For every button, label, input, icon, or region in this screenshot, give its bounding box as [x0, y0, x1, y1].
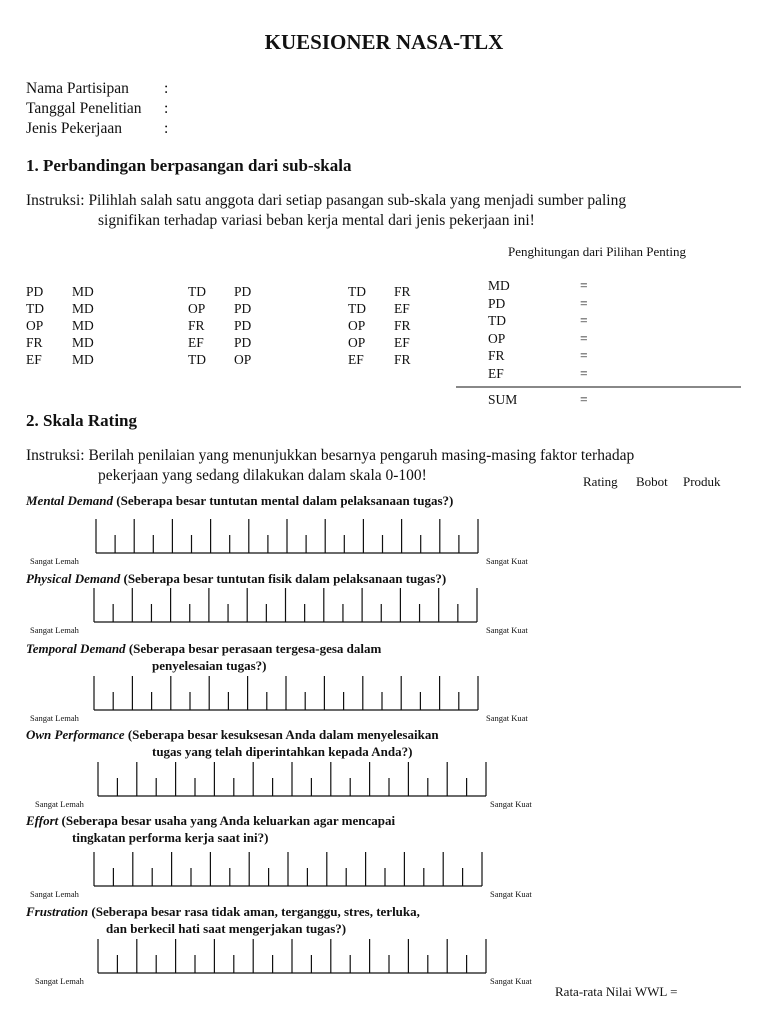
field-colon: :: [164, 80, 169, 97]
tally-title: Penghitungan dari Pilihan Penting: [508, 244, 687, 259]
scale-name: Mental Demand: [26, 493, 114, 508]
instruction-line1: Berilah penilaian yang menunjukkan besarnya pengaruh masing-masing faktor terhadap: [88, 447, 635, 464]
scale-question-line2: tingkatan performa kerja saat ini?): [72, 830, 269, 845]
instruction-line2: pekerjaan yang sedang dilakukan dalam skala 0-100!: [98, 467, 427, 484]
pair-option-b[interactable]: FR: [394, 352, 411, 367]
instruction-line1: Pilihlah salah satu anggota dari setiap pasangan sub-skala yang menjadi sumber paling: [88, 192, 627, 209]
tally-label: PD: [488, 295, 506, 311]
tally-label: MD: [488, 278, 510, 293]
pair-option-a[interactable]: OP: [188, 301, 206, 316]
scale-name: Effort: [26, 813, 59, 828]
scale-low-label: Sangat Lemah: [30, 625, 79, 635]
scale-low-label: Sangat Lemah: [35, 799, 84, 809]
pair-option-a[interactable]: TD: [188, 284, 206, 299]
pair-option-a[interactable]: OP: [26, 318, 44, 333]
instruction-line2: signifikan terhadap variasi beban kerja mental dari jenis pekerjaan ini!: [98, 212, 535, 229]
pair-option-a[interactable]: TD: [348, 284, 366, 299]
scale-high-label: Sangat Kuat: [486, 713, 528, 723]
tally-label: EF: [488, 366, 504, 381]
scale-name: Temporal Demand: [26, 641, 126, 656]
pair-option-b[interactable]: FR: [394, 284, 411, 299]
tally-label: FR: [488, 348, 505, 364]
instruction-lead: Instruksi:: [26, 447, 85, 464]
pair-option-a[interactable]: FR: [26, 335, 43, 350]
column-bobot: Bobot: [636, 474, 668, 489]
column-produk: Produk: [683, 474, 721, 489]
pair-option-a[interactable]: EF: [26, 352, 42, 367]
pair-option-b[interactable]: PD: [234, 318, 252, 333]
scale-high-label: Sangat Kuat: [490, 889, 532, 899]
wwl-average-label: Rata-rata Nilai WWL =: [555, 984, 678, 999]
instruction-lead: Instruksi:: [26, 192, 85, 209]
tally-eq[interactable]: =: [580, 366, 588, 381]
pair-option-b[interactable]: MD: [72, 335, 94, 350]
pair-option-a[interactable]: OP: [348, 318, 366, 333]
sum-eq: =: [580, 392, 588, 407]
pair-option-a[interactable]: TD: [348, 301, 366, 316]
scale-question-line2: tugas yang telah diperintahkan kepada Anda?): [152, 744, 413, 759]
scale-low-label: Sangat Lemah: [35, 976, 84, 986]
pair-option-a[interactable]: TD: [188, 352, 206, 367]
scale-name: Physical Demand: [26, 571, 121, 586]
pair-option-b[interactable]: PD: [234, 301, 252, 316]
tally-label: TD: [488, 313, 506, 329]
pair-option-a[interactable]: EF: [188, 335, 204, 350]
pair-option-a[interactable]: PD: [26, 284, 44, 299]
sum-label: SUM: [488, 392, 518, 407]
scale-high-label: Sangat Kuat: [490, 976, 532, 986]
pair-option-b[interactable]: PD: [234, 284, 252, 299]
scale-question-line1: (Seberapa besar perasaan tergesa-gesa dalam: [128, 641, 382, 656]
scale-question-line1: (Seberapa besar usaha yang Anda keluarkan agar mencapai: [61, 813, 396, 828]
pair-option-b[interactable]: MD: [72, 352, 94, 367]
tally-eq[interactable]: =: [580, 278, 588, 293]
section1-heading: 1. Perbandingan berpasangan dari sub-skala: [26, 156, 352, 175]
scale-low-label: Sangat Lemah: [30, 889, 79, 899]
scale-low-label: Sangat Lemah: [30, 713, 79, 723]
tally-eq[interactable]: =: [580, 330, 588, 346]
section2-heading: 2. Skala Rating: [26, 411, 137, 430]
tally-eq[interactable]: =: [580, 313, 588, 329]
scale-name: Frustration: [26, 904, 89, 919]
pair-option-b[interactable]: PD: [234, 335, 252, 350]
column-rating: Rating: [583, 474, 618, 489]
field-colon: :: [164, 100, 169, 117]
pair-option-a[interactable]: FR: [188, 318, 205, 333]
scale-question-line1: (Seberapa besar rasa tidak aman, terganggu, stres, terluka,: [91, 904, 420, 919]
scale-question-line1: (Seberapa besar tuntutan mental dalam pelaksanaan tugas?): [116, 493, 454, 508]
scale-question-line2: dan berkecil hati saat mengerjakan tugas?): [106, 921, 347, 936]
field-colon: :: [164, 120, 169, 137]
pair-option-b[interactable]: OP: [234, 352, 252, 367]
page-title: KUESIONER NASA-TLX: [264, 30, 504, 54]
tally-eq[interactable]: =: [580, 348, 588, 364]
scale-name: Own Performance: [26, 727, 125, 742]
pair-option-b[interactable]: EF: [394, 301, 410, 316]
pair-option-b[interactable]: FR: [394, 318, 411, 333]
scale-low-label: Sangat Lemah: [30, 556, 79, 566]
pair-option-b[interactable]: MD: [72, 284, 94, 299]
pair-option-a[interactable]: OP: [348, 335, 366, 350]
pair-option-a[interactable]: TD: [26, 301, 44, 316]
field-label: Nama Partisipan: [26, 80, 129, 97]
scale-question-line1: (Seberapa besar kesuksesan Anda dalam menyelesaikan: [127, 727, 439, 742]
scale-high-label: Sangat Kuat: [486, 556, 528, 566]
pair-option-b[interactable]: EF: [394, 335, 410, 350]
field-label: Tanggal Penelitian: [26, 100, 142, 117]
pair-option-b[interactable]: MD: [72, 318, 94, 333]
scale-high-label: Sangat Kuat: [486, 625, 528, 635]
pair-option-b[interactable]: MD: [72, 301, 94, 316]
scale-question-line1: (Seberapa besar tuntutan fisik dalam pelaksanaan tugas?): [123, 571, 447, 586]
scale-question-line2: penyelesaian tugas?): [152, 658, 267, 673]
tally-eq[interactable]: =: [580, 295, 588, 311]
scale-high-label: Sangat Kuat: [490, 799, 532, 809]
field-label: Jenis Pekerjaan: [26, 120, 122, 137]
tally-label: OP: [488, 330, 506, 346]
pair-option-a[interactable]: EF: [348, 352, 364, 367]
